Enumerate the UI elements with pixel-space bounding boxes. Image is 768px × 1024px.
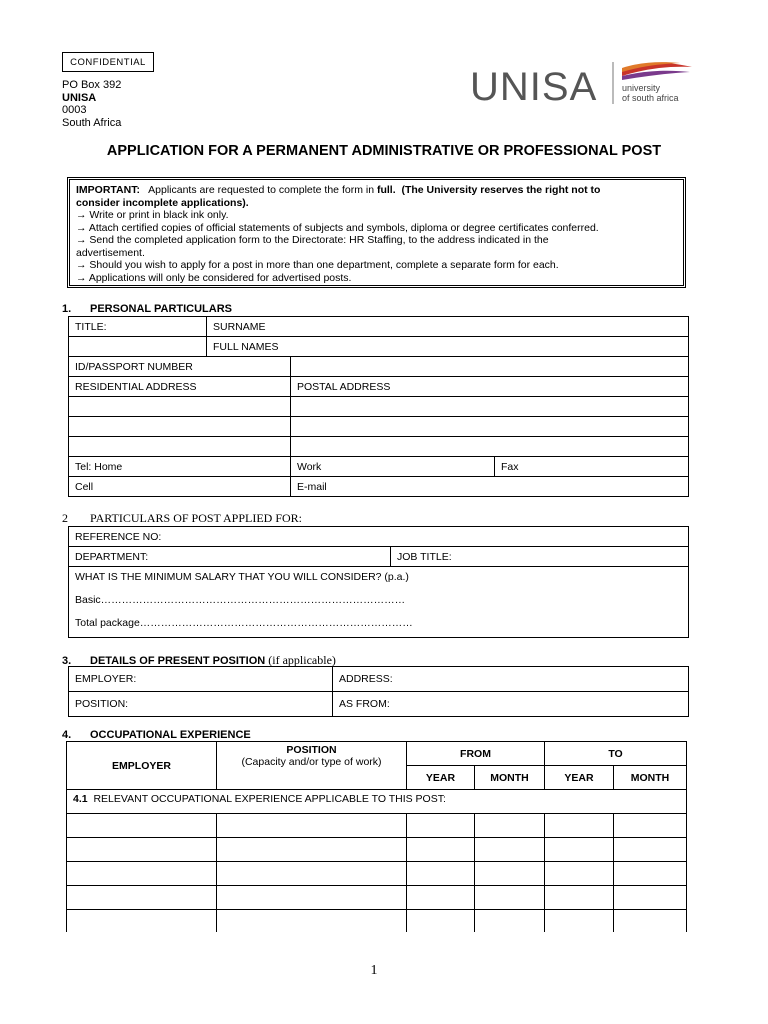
important-full: full. — [376, 184, 396, 196]
section-1-title: PERSONAL PARTICULARS — [90, 303, 232, 315]
section-4-number: 4. — [62, 729, 72, 741]
subsection-number: 4.1 — [73, 793, 88, 805]
unisa-logo — [470, 58, 700, 108]
table-cell[interactable] — [475, 886, 545, 910]
table-row — [67, 838, 687, 862]
address-line-1: PO Box 392 — [62, 79, 122, 91]
residential-address-line[interactable] — [69, 417, 291, 437]
personal-particulars-table — [68, 316, 689, 497]
section-3-note: (if applicable) — [268, 653, 336, 667]
important-item: → Send the completed application form to the Directorate: HR Staffing, to the address indicated in the — [76, 234, 549, 246]
section-2-title: PARTICULARS OF POST APPLIED FOR: — [90, 511, 303, 525]
work-phone-field[interactable]: Work — [291, 457, 495, 477]
table-cell[interactable] — [545, 838, 614, 862]
residential-address-line[interactable] — [69, 397, 291, 417]
tel-home-field[interactable]: Tel: Home — [69, 457, 291, 477]
from-year-header: YEAR — [407, 766, 475, 790]
logo-line-1: university — [622, 83, 661, 93]
address-line-4: South Africa — [62, 116, 122, 129]
section-1-number: 1. — [62, 303, 72, 315]
page-title: APPLICATION FOR A PERMANENT ADMINISTRATIVE OR PROFESSIONAL POST — [106, 143, 662, 159]
occupational-experience-table — [66, 741, 687, 932]
section-3-number: 3. — [62, 655, 72, 667]
table-cell[interactable] — [67, 814, 217, 838]
blank-cell — [69, 337, 207, 357]
table-cell[interactable] — [407, 886, 475, 910]
important-intro: Applicants are requested to complete the form in — [148, 184, 375, 196]
table-cell[interactable] — [67, 886, 217, 910]
position-header-sub: (Capacity and/or type of work) — [241, 756, 382, 768]
address-field[interactable]: ADDRESS: — [333, 667, 689, 692]
table-cell[interactable] — [407, 910, 475, 932]
to-column-header: TO — [545, 742, 687, 766]
postal-address-block — [62, 79, 121, 129]
table-cell[interactable] — [475, 838, 545, 862]
surname-field[interactable]: SURNAME — [207, 317, 689, 337]
section-4-title: OCCUPATIONAL EXPERIENCE — [90, 729, 251, 741]
important-item: → Should you wish to apply for a post in more than one department, complete a separate form for each. — [76, 259, 559, 271]
logo-line-2: of south africa — [622, 93, 679, 103]
from-column-header: FROM — [407, 742, 545, 766]
address-line-3: 0003 — [62, 104, 87, 116]
salary-question: WHAT IS THE MINIMUM SALARY THAT YOU WILL CONSIDER? (p.a.) — [75, 571, 409, 583]
important-item: → Applications will only be considered for advertised posts. — [76, 271, 352, 284]
postal-address-line[interactable] — [291, 397, 689, 417]
email-field[interactable]: E-mail — [291, 477, 689, 497]
fax-field[interactable]: Fax — [495, 457, 689, 477]
table-cell[interactable] — [475, 814, 545, 838]
important-label: IMPORTANT: — [76, 184, 140, 196]
position-field[interactable]: POSITION: — [69, 692, 333, 717]
position-column-header — [217, 742, 407, 790]
table-cell[interactable] — [614, 862, 687, 886]
table-cell[interactable] — [545, 862, 614, 886]
table-cell[interactable] — [217, 862, 407, 886]
job-title-field[interactable]: JOB TITLE: — [391, 547, 689, 567]
important-reserve-2: consider incomplete applications). — [76, 196, 249, 209]
title-field[interactable]: TITLE: — [69, 317, 207, 337]
id-passport-field[interactable]: ID/PASSPORT NUMBER — [69, 357, 291, 377]
important-notice — [67, 177, 686, 288]
table-cell[interactable] — [475, 910, 545, 932]
postal-address-field[interactable]: POSTAL ADDRESS — [291, 377, 689, 397]
table-cell[interactable] — [614, 838, 687, 862]
address-line-2: UNISA — [62, 91, 97, 104]
from-month-header: MONTH — [475, 766, 545, 790]
important-reserve: (The University reserves the right not to — [401, 184, 601, 196]
table-row — [67, 814, 687, 838]
table-cell[interactable] — [67, 862, 217, 886]
table-row — [67, 886, 687, 910]
section-2-number: 2 — [62, 511, 68, 525]
cell-field[interactable]: Cell — [69, 477, 291, 497]
table-cell[interactable] — [407, 838, 475, 862]
important-item: → Attach certified copies of official statements of subjects and symbols, diploma or degree certificates conferred. — [76, 221, 599, 234]
table-cell[interactable] — [67, 910, 217, 932]
table-cell[interactable] — [407, 862, 475, 886]
employer-column-header: EMPLOYER — [67, 742, 217, 790]
post-applied-table — [68, 526, 689, 638]
section-2-heading — [62, 511, 302, 526]
table-cell[interactable] — [217, 814, 407, 838]
table-cell[interactable] — [545, 886, 614, 910]
table-cell[interactable] — [217, 910, 407, 932]
basic-salary-line: Basic…………………………………………………………………………… — [75, 594, 406, 606]
to-year-header: YEAR — [545, 766, 614, 790]
subsection-title: RELEVANT OCCUPATIONAL EXPERIENCE APPLICABLE TO THIS POST: — [93, 793, 446, 805]
present-position-table — [68, 666, 689, 717]
residential-address-line[interactable] — [69, 437, 291, 457]
residential-address-field[interactable]: RESIDENTIAL ADDRESS — [69, 377, 291, 397]
table-row — [67, 910, 687, 932]
reference-no-field[interactable]: REFERENCE NO: — [69, 527, 689, 547]
to-month-header: MONTH — [614, 766, 687, 790]
department-field[interactable]: DEPARTMENT: — [69, 547, 391, 567]
table-cell[interactable] — [217, 838, 407, 862]
table-cell[interactable] — [614, 910, 687, 932]
table-cell[interactable] — [614, 814, 687, 838]
table-row — [67, 862, 687, 886]
table-cell[interactable] — [407, 814, 475, 838]
table-cell[interactable] — [545, 814, 614, 838]
table-cell[interactable] — [614, 886, 687, 910]
table-cell[interactable] — [217, 886, 407, 910]
page-number: 1 — [370, 963, 378, 978]
section-3-title: DETAILS OF PRESENT POSITION — [90, 655, 266, 667]
total-package-line: Total package…………………………………………………………………… — [75, 617, 413, 629]
position-header-label: POSITION — [286, 744, 337, 756]
salary-field[interactable] — [69, 567, 689, 638]
table-cell[interactable] — [67, 838, 217, 862]
table-cell[interactable] — [545, 910, 614, 932]
confidential-label: CONFIDENTIAL — [62, 52, 154, 72]
id-passport-input[interactable] — [291, 357, 689, 377]
postal-address-line[interactable] — [291, 437, 689, 457]
section-1-heading — [62, 303, 232, 315]
logo-wordmark: UNISA — [470, 65, 598, 108]
employer-field[interactable]: EMPLOYER: — [69, 667, 333, 692]
important-item: → Write or print in black ink only. — [76, 209, 229, 221]
postal-address-line[interactable] — [291, 417, 689, 437]
full-names-field[interactable]: FULL NAMES — [207, 337, 689, 357]
as-from-field[interactable]: AS FROM: — [333, 692, 689, 717]
table-cell[interactable] — [475, 862, 545, 886]
important-item: advertisement. — [76, 246, 145, 259]
section-4-heading — [62, 729, 251, 741]
relevant-experience-subheading — [67, 790, 687, 814]
